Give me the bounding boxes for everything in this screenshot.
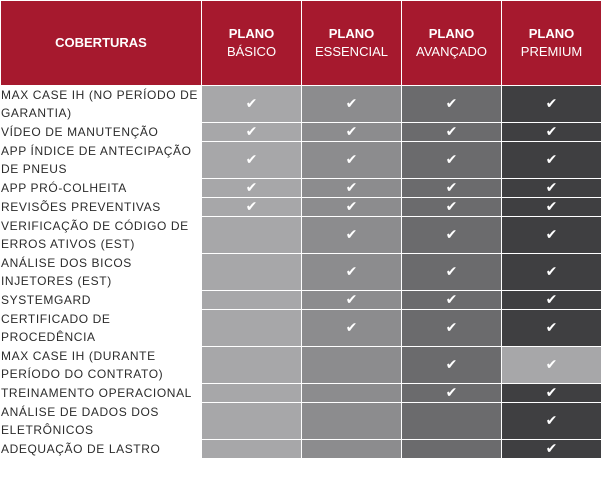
plan-cell xyxy=(402,384,502,403)
plan-cell xyxy=(402,440,502,459)
plan-cell xyxy=(202,198,302,217)
check-icon: ✔ xyxy=(445,385,458,401)
plan-cell xyxy=(502,291,601,310)
check-icon: ✔ xyxy=(345,180,358,196)
plan-cell xyxy=(302,198,402,217)
plan-cell xyxy=(502,254,601,291)
check-icon: ✔ xyxy=(545,264,558,280)
plan-header-line1: PLANO xyxy=(328,26,375,41)
check-icon: ✔ xyxy=(245,180,258,196)
coverage-name: SYSTEMGARD xyxy=(1,291,202,310)
table-row xyxy=(1,123,601,142)
check-icon: ✔ xyxy=(445,320,458,336)
table-row xyxy=(1,198,601,217)
check-icon: ✔ xyxy=(345,124,358,140)
plan-cell xyxy=(402,254,502,291)
plan-cell xyxy=(302,142,402,179)
check-icon: ✔ xyxy=(245,199,258,215)
plan-cell xyxy=(302,179,402,198)
plan-cell xyxy=(402,217,502,254)
table-row xyxy=(1,440,601,459)
coverage-name: VERIFICAÇÃO DE CÓDIGO DE ERROS ATIVOS (EST) xyxy=(1,217,202,254)
plan-header-line1: PLANO xyxy=(428,26,475,41)
check-icon: ✔ xyxy=(545,320,558,336)
plan-cell xyxy=(302,123,402,142)
check-icon: ✔ xyxy=(545,96,558,112)
coverage-column-header: COBERTURAS xyxy=(1,1,202,86)
check-icon: ✔ xyxy=(545,124,558,140)
plan-cell xyxy=(502,86,601,123)
check-icon: ✔ xyxy=(545,292,558,308)
plan-header-line2: ESSENCIAL xyxy=(315,44,388,59)
plan-cell xyxy=(202,310,302,347)
plan-cell xyxy=(502,403,601,440)
coverage-name: TREINAMENTO OPERACIONAL xyxy=(1,384,202,403)
table-row xyxy=(1,179,601,198)
check-icon: ✔ xyxy=(345,152,358,168)
check-icon: ✔ xyxy=(445,227,458,243)
plan-cell xyxy=(202,217,302,254)
plan-cell xyxy=(202,142,302,179)
coverage-name: ANÁLISE DE DADOS DOS ELETRÔNICOS xyxy=(1,403,202,440)
table-row xyxy=(1,86,601,123)
table-row xyxy=(1,403,601,440)
check-icon: ✔ xyxy=(345,227,358,243)
plan-cell xyxy=(502,142,601,179)
plan-cell xyxy=(302,86,402,123)
plan-cell xyxy=(302,384,402,403)
plan-cell xyxy=(302,217,402,254)
check-icon: ✔ xyxy=(245,96,258,112)
plan-header-premium xyxy=(502,1,601,86)
plan-cell xyxy=(202,440,302,459)
table-row xyxy=(1,142,601,179)
check-icon: ✔ xyxy=(445,264,458,280)
plan-cell xyxy=(402,310,502,347)
plan-cell xyxy=(502,310,601,347)
plan-cell xyxy=(202,179,302,198)
table-row xyxy=(1,310,601,347)
plan-header-line2: BÁSICO xyxy=(226,44,277,59)
check-icon: ✔ xyxy=(445,180,458,196)
coverage-name: MAX CASE IH (NO PERÍODO DE GARANTIA) xyxy=(1,86,202,123)
plan-cell xyxy=(302,291,402,310)
plan-cell xyxy=(302,347,402,384)
table-row xyxy=(1,291,601,310)
check-icon: ✔ xyxy=(545,180,558,196)
coverage-name: VÍDEO DE MANUTENÇÃO xyxy=(1,123,202,142)
coverage-name: MAX CASE IH (DURANTE PERÍODO DO CONTRATO) xyxy=(1,347,202,384)
plan-cell xyxy=(402,291,502,310)
plan-cell xyxy=(402,86,502,123)
check-icon: ✔ xyxy=(445,357,458,373)
plan-header-avancado xyxy=(402,1,502,86)
check-icon: ✔ xyxy=(345,320,358,336)
plan-cell xyxy=(402,179,502,198)
coverage-name: CERTIFICADO DE PROCEDÊNCIA xyxy=(1,310,202,347)
plan-header-line1: PLANO xyxy=(528,26,575,41)
coverage-name: ADEQUAÇÃO DE LASTRO xyxy=(1,440,202,459)
check-icon: ✔ xyxy=(545,441,558,457)
check-icon: ✔ xyxy=(545,385,558,401)
plan-cell xyxy=(502,347,601,384)
check-icon: ✔ xyxy=(445,96,458,112)
check-icon: ✔ xyxy=(245,152,258,168)
check-icon: ✔ xyxy=(345,96,358,112)
table-row xyxy=(1,217,601,254)
plan-cell xyxy=(402,198,502,217)
plan-header-essencial xyxy=(302,1,402,86)
check-icon: ✔ xyxy=(245,124,258,140)
check-icon: ✔ xyxy=(345,199,358,215)
plan-cell xyxy=(502,123,601,142)
plan-header-line1: PLANO xyxy=(228,26,275,41)
check-icon: ✔ xyxy=(545,199,558,215)
check-icon: ✔ xyxy=(545,227,558,243)
plan-cell xyxy=(202,123,302,142)
plan-cell xyxy=(402,347,502,384)
plan-cell xyxy=(502,198,601,217)
plan-cell xyxy=(502,440,601,459)
plan-cell xyxy=(202,384,302,403)
plan-header-line2: AVANÇADO xyxy=(415,44,488,59)
check-icon: ✔ xyxy=(345,292,358,308)
table-row xyxy=(1,254,601,291)
plan-cell xyxy=(202,347,302,384)
check-icon: ✔ xyxy=(545,357,558,373)
plan-cell xyxy=(402,403,502,440)
check-icon: ✔ xyxy=(445,152,458,168)
coverage-name: APP ÍNDICE DE ANTECIPAÇÃO DE PNEUS xyxy=(1,142,202,179)
check-icon: ✔ xyxy=(545,152,558,168)
plan-cell xyxy=(502,217,601,254)
plan-cell xyxy=(202,403,302,440)
plan-cell xyxy=(402,142,502,179)
plan-cell xyxy=(302,310,402,347)
table-row xyxy=(1,347,601,384)
check-icon: ✔ xyxy=(445,292,458,308)
check-icon: ✔ xyxy=(445,124,458,140)
plan-header-line2: PREMIUM xyxy=(520,44,583,59)
check-icon: ✔ xyxy=(545,413,558,429)
coverage-name: ANÁLISE DOS BICOS INJETORES (EST) xyxy=(1,254,202,291)
plan-cell xyxy=(502,384,601,403)
plan-cell xyxy=(302,440,402,459)
plan-cell xyxy=(202,291,302,310)
check-icon: ✔ xyxy=(445,199,458,215)
check-icon: ✔ xyxy=(345,264,358,280)
plan-cell xyxy=(202,254,302,291)
plan-cell xyxy=(502,179,601,198)
header-row xyxy=(1,1,601,86)
table-row xyxy=(1,384,601,403)
plan-cell xyxy=(202,86,302,123)
plan-cell xyxy=(302,403,402,440)
plan-cell xyxy=(402,123,502,142)
coverage-name: REVISÕES PREVENTIVAS xyxy=(1,198,202,217)
coverage-name: APP PRÓ-COLHEITA xyxy=(1,179,202,198)
plan-header-basico xyxy=(202,1,302,86)
plan-cell xyxy=(302,254,402,291)
